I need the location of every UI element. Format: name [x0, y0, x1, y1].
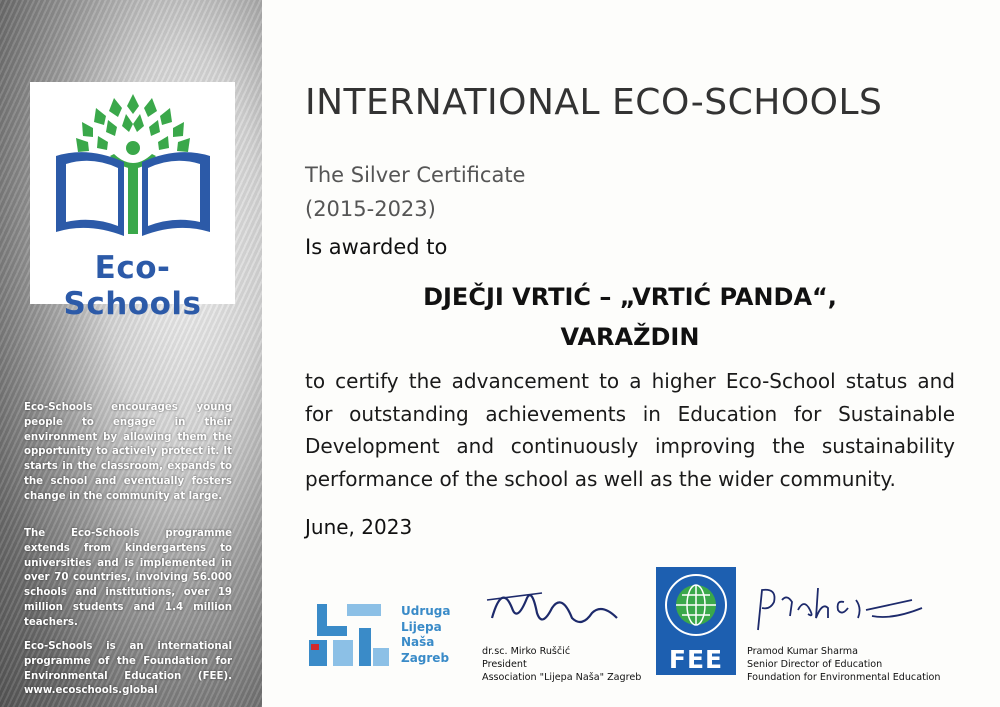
certificate-subtitle: [305, 158, 525, 226]
signatory-org: Foundation for Environmental Education: [747, 672, 941, 683]
udruga-line: Lijepa: [401, 619, 442, 634]
certificate-level: The Silver Certificate: [305, 163, 526, 187]
certificate-date: June, 2023: [305, 515, 413, 539]
signatory-name: dr.sc. Mirko Ruščić: [482, 646, 571, 657]
signatory-president: [482, 645, 641, 684]
signature-president: [482, 578, 632, 638]
sidebar-paragraph-intro: Eco-Schools encourages young people to engage in their environment by allowing them the opportunity to actively protect it. It starts in the classroom, expands to the school and eventually fosters change in the community at large.: [24, 402, 232, 502]
udruga-line: Zagreb: [401, 650, 450, 665]
fee-logo: [656, 567, 736, 675]
udruga-name: [401, 604, 450, 666]
signatory-org: Association "Lijepa Naša" Zagreb: [482, 672, 642, 683]
certificate-body: to certify the advancement to a higher Eco-School status and for outstanding achievements in Education for Sustainable Development and continuously improving the sustainability performance of the school as well as the wider community.: [305, 369, 955, 491]
tree-book-icon: [48, 86, 218, 251]
recipient-line2: VARAŽDIN: [560, 323, 700, 351]
udruga-line: Udruga: [401, 604, 451, 618]
sidebar-paragraph-reach: The Eco-Schools programme extends from kindergartens to universities and is implemented in over 70 countries, involving 56.000 schools and institutions, over 19 million students and 1.4 million teachers.: [24, 528, 232, 628]
signatory-role: Senior Director of Education: [747, 659, 883, 670]
signatory-director: [747, 645, 940, 684]
certificate-period: (2015-2023): [305, 197, 436, 221]
awarded-to-label: Is awarded to: [305, 235, 448, 259]
recipient-line1: DJEČJI VRTIĆ – „VRTIĆ PANDA“,: [423, 283, 837, 311]
globe-icon: [656, 567, 736, 645]
signatory-role: President: [482, 659, 527, 670]
certificate-title: INTERNATIONAL ECO-SCHOOLS: [305, 82, 883, 123]
recipient-name: [305, 277, 955, 357]
lijepa-nasa-icon: [303, 600, 395, 670]
logo-text: Eco-Schools: [63, 250, 202, 322]
sidebar-panel: [0, 0, 262, 707]
sidebar-paragraph-about: Eco-Schools is an international programme of the Foundation for Environmental Education (FEE). www.ecoschools.global: [24, 641, 232, 697]
signatory-name: Pramod Kumar Sharma: [747, 646, 858, 657]
eco-schools-logo: [30, 82, 235, 322]
udruga-logo: [303, 600, 478, 670]
fee-label: FEE: [668, 645, 724, 674]
udruga-line: Naša: [401, 635, 435, 649]
signature-director: [752, 580, 932, 640]
